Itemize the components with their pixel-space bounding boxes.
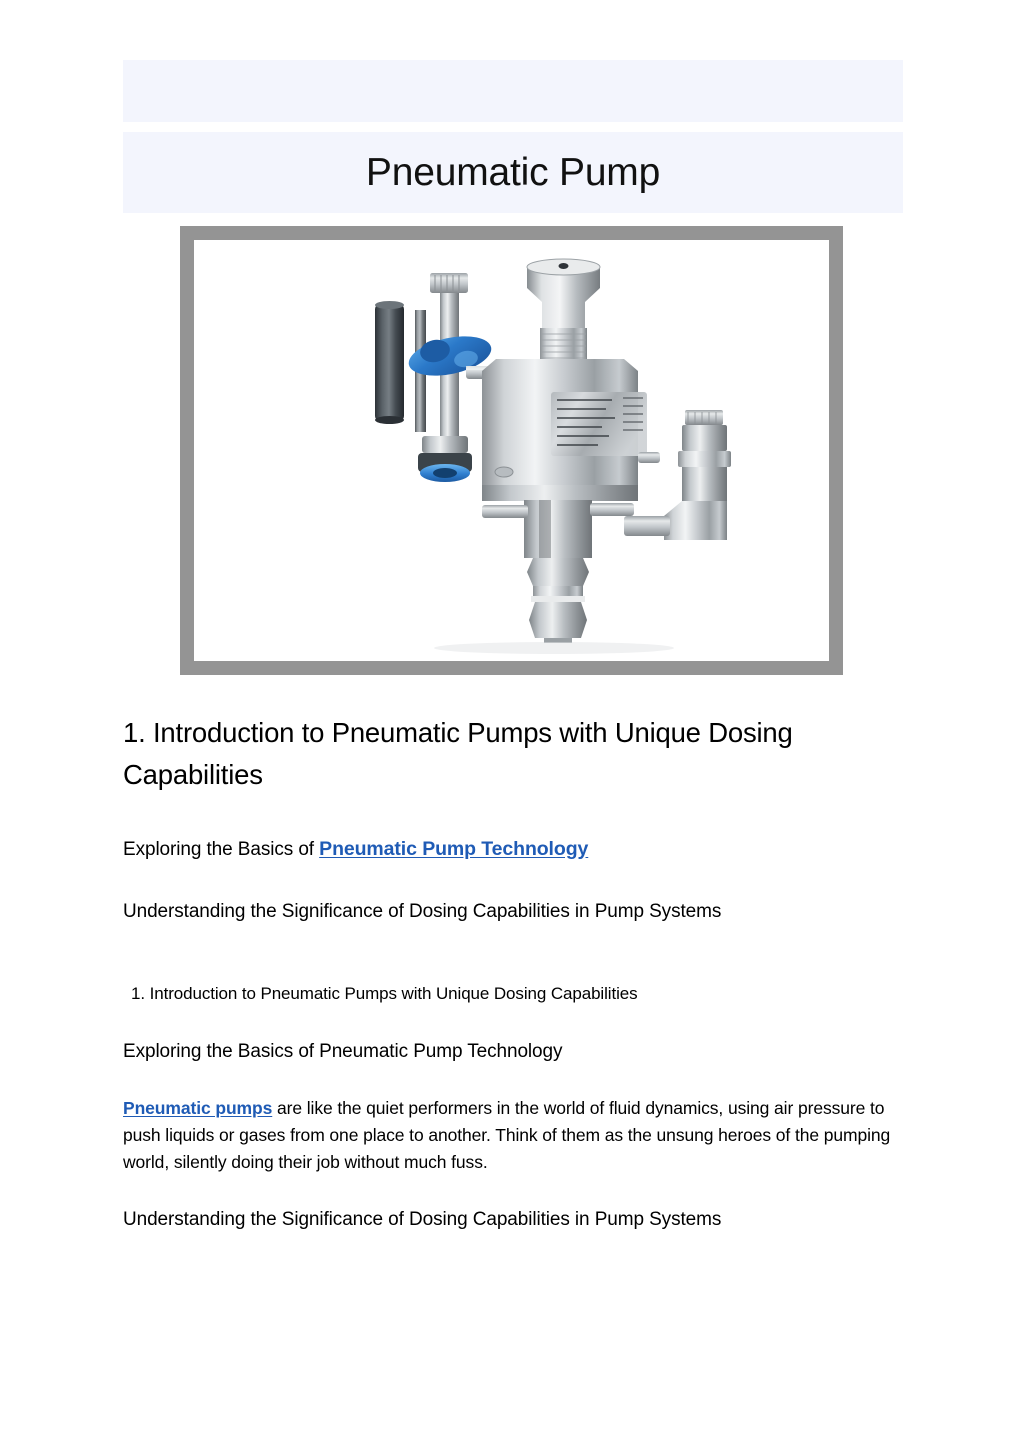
closing-subheading: Understanding the Significance of Dosing Capabilities in Pump Systems xyxy=(123,1209,722,1230)
intro-paragraph xyxy=(123,1095,905,1176)
blue-fitting-part xyxy=(418,436,472,482)
repeated-subheading: Exploring the Basics of Pneumatic Pump Technology xyxy=(123,1041,563,1062)
article-body xyxy=(123,712,905,1234)
subheading-prefix-text: Exploring the Basics of xyxy=(123,839,320,860)
header-banner xyxy=(123,60,903,213)
pneumatic-pump-technology-link[interactable]: Pneumatic Pump Technology xyxy=(319,838,589,860)
repeated-section-heading: 1. Introduction to Pneumatic Pumps with Unique Dosing Capabilities xyxy=(131,984,638,1003)
header-band-upper xyxy=(123,60,903,122)
intro-paragraph-text: are like the quiet performers in the world of fluid dynamics, using air pressure to push liquids or gases from one place to another. Think of them as the unsung heroes of the pumping world, silently doing their job without much fuss. xyxy=(123,1098,891,1172)
section-heading: 1. Introduction to Pneumatic Pumps with Unique Dosing Capabilities xyxy=(123,717,793,790)
product-image-mat xyxy=(194,240,829,661)
subheading-dosing-significance: Understanding the Significance of Dosing Capabilities in Pump Systems xyxy=(123,901,722,922)
pneumatic-pump-photo xyxy=(194,240,829,661)
subheading-with-link xyxy=(123,835,905,864)
dark-cylinder-part xyxy=(375,301,404,424)
pump-housing-part xyxy=(482,359,660,501)
pneumatic-pumps-link[interactable]: Pneumatic pumps xyxy=(123,1098,273,1118)
product-image-frame xyxy=(180,226,843,675)
page-title: Pneumatic Pump xyxy=(365,151,661,194)
body-label-plate xyxy=(551,392,647,456)
